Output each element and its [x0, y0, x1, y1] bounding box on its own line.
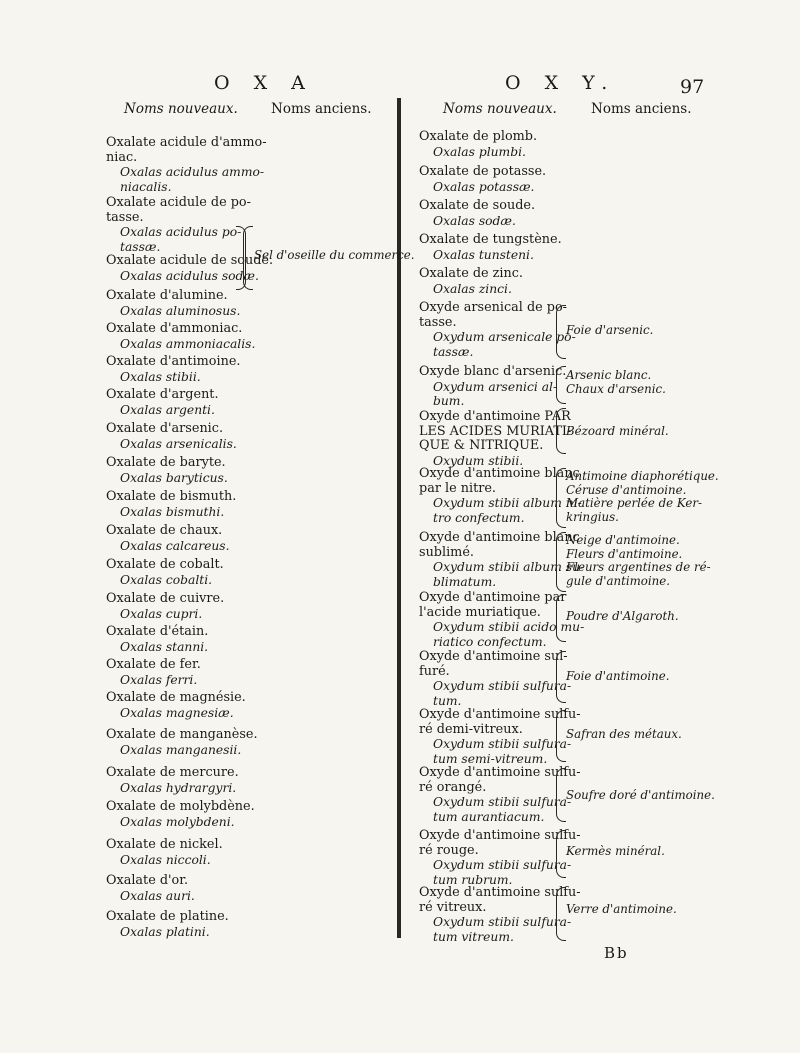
latin-name: Oxalas zinci. — [433, 281, 512, 296]
french-name: sublimé. — [419, 544, 474, 560]
brace-mark — [556, 594, 566, 642]
latin-name: Oxalas niccoli. — [120, 852, 211, 867]
left-entry — [106, 490, 236, 519]
right-entry — [419, 301, 576, 359]
left-entry — [106, 289, 240, 318]
old-name-line: Foie d'arsenic. — [566, 323, 654, 337]
french-name: par le nitre. — [419, 480, 496, 496]
right-entry — [419, 199, 535, 228]
latin-name: Oxalas stanni. — [120, 639, 209, 654]
french-name: Oxalate d'arsenic. — [106, 421, 224, 436]
right-entry — [419, 233, 562, 262]
old-name-line: Sel d'oseille du commerce. — [254, 248, 415, 262]
french-name: Oxalate de bismuth. — [106, 489, 237, 504]
french-name: Oxalate de nickel. — [106, 837, 223, 852]
latin-name: Oxydum stibii sulfura- — [433, 795, 572, 809]
latin-name: Oxalas magnesiæ. — [120, 705, 234, 720]
latin-name: tum vitreum. — [433, 929, 514, 944]
latin-name: Oxalas ammoniacalis. — [120, 336, 256, 351]
right-entry — [419, 650, 571, 708]
french-name: ré demi-vitreux. — [419, 721, 523, 737]
left-entry — [106, 691, 246, 720]
latin-name: Oxalas acidulus sodæ. — [120, 268, 259, 283]
left-entry — [106, 388, 219, 417]
page-number: 97 — [680, 76, 705, 98]
latin-name: tum semi-vitreum. — [433, 751, 548, 766]
old-name-line: gule d'antimoine. — [566, 573, 670, 588]
french-name: Oxyde arsenical de po- — [419, 300, 568, 315]
french-name: Oxalate de platine. — [106, 909, 229, 924]
french-name: Oxyde d'antimoine sul- — [419, 649, 568, 664]
latin-name: Oxalas molybdeni. — [120, 814, 235, 829]
old-name-line: Soufre doré d'antimoine. — [566, 788, 715, 802]
right-entry — [419, 410, 571, 468]
french-name: tasse. — [419, 314, 457, 330]
french-name: Oxalate d'ammoniac. — [106, 321, 243, 336]
french-name: Oxalate de cuivre. — [106, 591, 225, 606]
left-entry — [106, 838, 223, 867]
left-entry — [106, 524, 230, 553]
french-name: Oxyde d'antimoine sulfu- — [419, 707, 581, 722]
french-name: Oxalate de potasse. — [419, 164, 547, 179]
latin-name: Oxydum stibii sulfura- — [433, 679, 572, 693]
brace-mark — [556, 830, 566, 878]
latin-name: Oxydum stibii. — [433, 453, 524, 468]
old-name-line: Poudre d'Algaroth. — [566, 609, 679, 623]
old-name-line: kringius. — [566, 509, 619, 524]
french-name: Oxyde d'antimoine sulfu- — [419, 828, 581, 843]
latin-name: Oxalas argenti. — [120, 402, 215, 417]
old-name-line: Céruse d'antimoine. — [566, 482, 687, 497]
latin-name: Oxalas stibii. — [120, 369, 201, 384]
right-col-header-old: Noms anciens. — [591, 101, 692, 117]
old-name-line: Neige d'antimoine. — [566, 533, 680, 547]
left-entry — [106, 558, 224, 587]
latin-name: Oxalas arsenicalis. — [120, 436, 237, 451]
brace-mark — [556, 468, 566, 528]
french-name: Oxalate de manganèse. — [106, 727, 258, 742]
french-name: Oxalate de molybdène. — [106, 799, 255, 814]
brace-mark — [556, 887, 566, 941]
right-entry — [419, 130, 537, 159]
right-old-name — [566, 534, 711, 588]
french-name: Oxalate d'étain. — [106, 624, 209, 639]
brace-mark — [556, 651, 566, 703]
old-name-line: Verre d'antimoine. — [566, 902, 677, 916]
right-old-name — [566, 324, 653, 338]
right-old-name — [566, 903, 677, 917]
latin-name: Oxalas plumbi. — [433, 144, 526, 159]
left-entry — [106, 874, 195, 903]
french-name: niac. — [106, 149, 138, 165]
french-name: Oxalate de plomb. — [419, 129, 538, 144]
brace-mark — [243, 226, 253, 290]
right-entry — [419, 165, 546, 194]
left-entry — [106, 800, 255, 829]
brace-mark — [556, 408, 566, 454]
french-name: Oxalate de magnésie. — [106, 690, 246, 705]
right-old-name — [566, 610, 679, 624]
french-name: LES ACIDES MURIATI- — [419, 423, 572, 439]
right-entry — [419, 267, 523, 296]
signature-mark: Bb — [604, 944, 629, 962]
latin-name: Oxalas baryticus. — [120, 470, 228, 485]
french-name: Oxalate acidule d'ammo- — [106, 135, 267, 150]
latin-name: Oxalas acidulus po- — [120, 225, 242, 239]
latin-name: Oxydum stibii album ni- — [433, 496, 582, 510]
left-entry — [106, 322, 255, 351]
right-old-name — [566, 845, 665, 859]
french-name: Oxalate de tungstène. — [419, 232, 562, 247]
french-name: Oxyde d'antimoine blanc — [419, 530, 580, 545]
left-entry — [106, 422, 237, 451]
right-old-name — [566, 470, 719, 524]
latin-name: Oxalas sodæ. — [433, 213, 516, 228]
old-name-line: Bézoard minéral. — [566, 424, 669, 438]
old-name-line: Fleurs argentines de ré- — [566, 560, 711, 574]
latin-name: tum. — [433, 693, 462, 708]
latin-name: Oxydum stibii acido mu- — [433, 620, 585, 634]
right-old-name — [566, 369, 666, 396]
latin-name: bum. — [433, 394, 465, 408]
brace-mark — [556, 768, 566, 822]
french-name: Oxalate d'argent. — [106, 387, 219, 402]
left-old-name — [254, 249, 415, 263]
latin-name: Oxalas platini. — [120, 924, 210, 939]
left-entry — [106, 592, 224, 621]
french-name: ré orangé. — [419, 779, 487, 795]
right-old-name — [566, 670, 669, 684]
latin-name: Oxalas ferri. — [120, 672, 198, 687]
brace-mark — [556, 305, 566, 359]
french-name: Oxyde d'antimoine PAR — [419, 409, 571, 424]
latin-name: Oxydum arsenicale po- — [433, 330, 576, 344]
left-entry — [106, 625, 208, 654]
french-name: Oxalate d'or. — [106, 873, 189, 888]
french-name: Oxalate de soude. — [419, 198, 536, 213]
old-name-line: Chaux d'arsenic. — [566, 381, 666, 396]
french-name: Oxyde d'antimoine sulfu- — [419, 885, 581, 900]
latin-name: Oxydum stibii sulfura- — [433, 858, 572, 872]
left-entry — [106, 910, 229, 939]
latin-name: Oxydum stibii album su- — [433, 560, 585, 574]
latin-name: tum aurantiacum. — [433, 809, 545, 824]
latin-name: Oxydum arsenici al- — [433, 379, 558, 394]
latin-name: Oxalas acidulus ammo- — [120, 165, 265, 179]
latin-name: Oxalas calcareus. — [120, 538, 230, 553]
left-entry — [106, 658, 201, 687]
latin-name: Oxydum stibii sulfura- — [433, 915, 572, 929]
brace-mark — [556, 366, 566, 404]
french-name: Oxalate de cobalt. — [106, 557, 224, 572]
latin-name: tassæ. — [120, 239, 161, 254]
french-name: Oxalate de baryte. — [106, 455, 226, 470]
french-name: Oxalate de mercure. — [106, 765, 239, 780]
left-entry — [106, 196, 251, 254]
latin-name: Oxalas auri. — [120, 888, 195, 903]
right-old-name — [566, 789, 715, 803]
latin-name: Oxalas tunsteni. — [433, 247, 534, 262]
running-head-right: O X Y. — [505, 72, 617, 94]
left-entry — [106, 728, 258, 757]
latin-name: Oxalas cobalti. — [120, 572, 213, 587]
french-name: Oxalate de zinc. — [419, 266, 523, 281]
running-head-left: O X A — [214, 72, 314, 94]
latin-name: riatico confectum. — [433, 634, 547, 649]
latin-name: Oxalas cupri. — [120, 606, 203, 621]
left-entry — [106, 766, 239, 795]
old-name-line: Kermès minéral. — [566, 844, 665, 858]
french-name: l'acide muriatique. — [419, 604, 541, 620]
french-name: Oxalate d'antimoine. — [106, 354, 241, 369]
french-name: Oxalate d'alumine. — [106, 288, 228, 303]
left-entry — [106, 136, 267, 194]
french-name: Oxyde d'antimoine par — [419, 590, 567, 605]
latin-name: Oxalas aluminosus. — [120, 303, 241, 318]
old-name-line: Arsenic blanc. — [566, 368, 652, 382]
latin-name: Oxydum stibii sulfura- — [433, 737, 572, 751]
old-name-line: Fleurs d'antimoine. — [566, 546, 683, 561]
right-entry — [419, 365, 566, 409]
french-name: Oxyde d'antimoine blanc — [419, 466, 580, 481]
french-name: ré vitreux. — [419, 899, 487, 915]
french-name: Oxalate acidule de soude. — [106, 253, 274, 268]
right-old-name — [566, 728, 682, 742]
french-name: ré rouge. — [419, 842, 479, 858]
french-name: Oxalate acidule de po- — [106, 195, 251, 210]
french-name: Oxalate de chaux. — [106, 523, 223, 538]
old-name-line: Foie d'antimoine. — [566, 669, 670, 683]
latin-name: tum rubrum. — [433, 872, 513, 887]
brace-mark — [556, 532, 566, 592]
left-col-header-new: Noms nouveaux. — [124, 101, 238, 117]
latin-name: tro confectum. — [433, 510, 525, 525]
french-name: tasse. — [106, 209, 144, 225]
left-entry — [106, 456, 228, 485]
french-name: furé. — [419, 663, 450, 679]
latin-name: tassæ. — [433, 344, 474, 359]
latin-name: niacalis. — [120, 179, 172, 194]
right-col-header-new: Noms nouveaux. — [443, 101, 557, 117]
latin-name: Oxalas bismuthi. — [120, 504, 225, 519]
old-name-line: Matière perlée de Ker- — [566, 496, 703, 510]
french-name: Oxyde d'antimoine sulfu- — [419, 765, 581, 780]
old-name-line: Antimoine diaphorétique. — [566, 469, 719, 483]
latin-name: blimatum. — [433, 574, 497, 589]
left-entry — [106, 355, 240, 384]
brace-mark — [556, 710, 566, 762]
latin-name: Oxalas manganesii. — [120, 742, 242, 757]
right-old-name — [566, 425, 669, 439]
french-name: Oxalate de fer. — [106, 657, 201, 672]
old-name-line: Safran des métaux. — [566, 727, 682, 741]
latin-name: Oxalas potassæ. — [433, 179, 535, 194]
latin-name: Oxalas hydrargyri. — [120, 780, 237, 795]
center-rule — [397, 98, 401, 938]
french-name: Oxyde blanc d'arsenic. — [419, 364, 567, 379]
french-name: QUE & NITRIQUE. — [419, 438, 544, 453]
left-col-header-old: Noms anciens. — [271, 101, 372, 117]
